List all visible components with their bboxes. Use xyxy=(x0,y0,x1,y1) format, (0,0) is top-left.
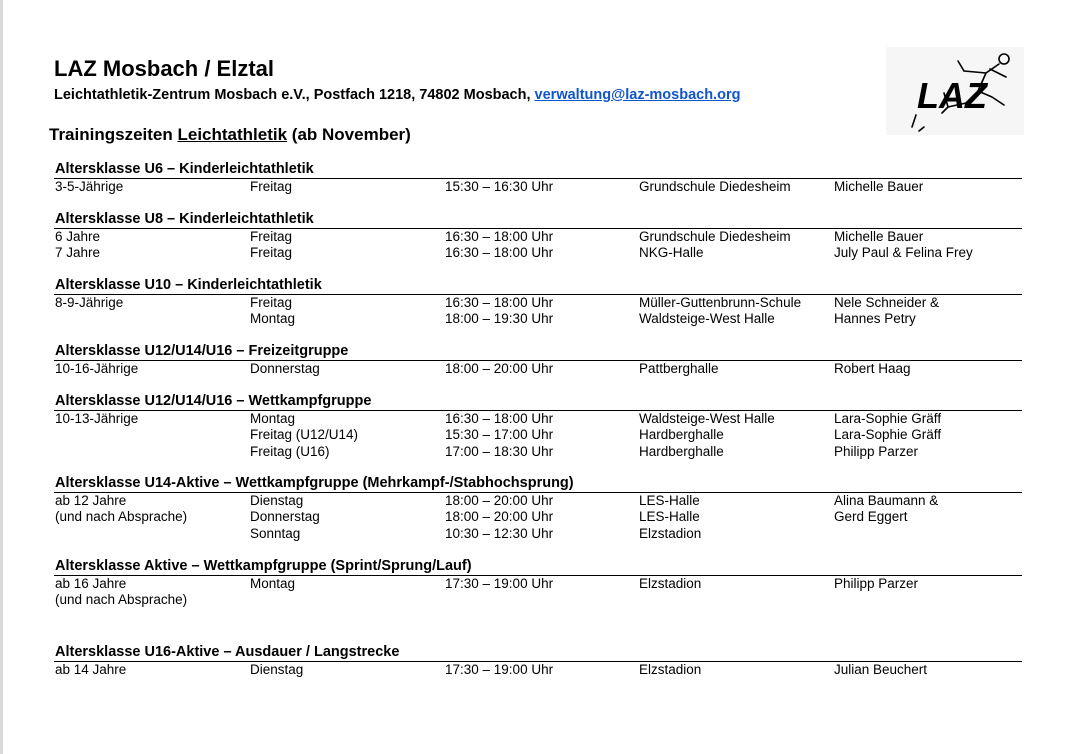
cell-trainer: Lara-Sophie Gräff xyxy=(834,411,942,426)
section-title: Altersklasse U16-Aktive – Ausdauer / Langstrecke xyxy=(54,643,1022,662)
cell-trainer: Alina Baumann & xyxy=(834,493,939,508)
subtitle-prefix: Trainingszeiten xyxy=(49,125,178,144)
cell-trainer: Hannes Petry xyxy=(834,311,916,327)
table-row xyxy=(54,361,1022,377)
cell-time: 16:30 – 18:00 Uhr xyxy=(445,411,554,426)
cell-age: ab 12 Jahre xyxy=(55,493,127,508)
cell-time: 17:30 – 19:00 Uhr xyxy=(445,662,554,677)
cell-location: Waldsteige-West Halle xyxy=(639,311,775,327)
table-row xyxy=(54,295,1022,311)
cell-day: Freitag xyxy=(250,179,293,194)
club-address xyxy=(54,87,740,103)
cell-trainer: Michelle Bauer xyxy=(834,179,924,194)
section-ausdauer xyxy=(54,643,1022,678)
section-title: Altersklasse U6 – Kinderleichtathletik xyxy=(54,160,1022,179)
cell-location: Elzstadion xyxy=(639,662,702,677)
table-row xyxy=(54,662,1022,678)
cell-day: Freitag (U12/U14) xyxy=(250,427,359,443)
cell-time: 15:30 – 17:00 Uhr xyxy=(445,427,554,443)
section-u14-aktive xyxy=(54,474,1022,542)
cell-age: (und nach Absprache) xyxy=(55,592,188,608)
runner-logo-icon xyxy=(886,47,1024,135)
table-row xyxy=(54,427,1022,443)
section-title: Altersklasse Aktive – Wettkampfgruppe (Sprint/Sprung/Lauf) xyxy=(54,557,1022,576)
cell-trainer: Julian Beuchert xyxy=(834,662,928,677)
section-u6 xyxy=(54,160,1022,195)
cell-time: 17:00 – 18:30 Uhr xyxy=(445,443,554,459)
cell-location: NKG-Halle xyxy=(639,245,704,261)
cell-time: 16:30 – 18:00 Uhr xyxy=(445,245,554,261)
section-u8 xyxy=(54,210,1022,262)
logo-text: LAZ xyxy=(917,75,987,116)
cell-age: (und nach Absprache) xyxy=(55,509,188,525)
cell-location: Hardberghalle xyxy=(639,427,724,443)
section-title: Altersklasse U8 – Kinderleichtathletik xyxy=(54,210,1022,229)
address-text: Leichtathletik-Zentrum Mosbach e.V., Postfach 1218, 74802 Mosbach, xyxy=(54,87,535,103)
cell-age: ab 14 Jahre xyxy=(55,662,127,677)
cell-day: Dienstag xyxy=(250,493,304,508)
cell-day: Freitag xyxy=(250,245,293,261)
cell-time: 18:00 – 20:00 Uhr xyxy=(445,493,554,508)
cell-location: LES-Halle xyxy=(639,493,700,508)
cell-location: Grundschule Diedesheim xyxy=(639,229,791,244)
table-row xyxy=(54,179,1022,195)
section-title: Altersklasse U12/U14/U16 – Freizeitgruppe xyxy=(54,342,1022,361)
table-row xyxy=(54,311,1022,327)
cell-day: Freitag xyxy=(250,229,293,244)
cell-day: Sonntag xyxy=(250,525,301,541)
section-freizeitgruppe xyxy=(54,342,1022,377)
table-row xyxy=(54,526,1022,542)
cell-location: Grundschule Diedesheim xyxy=(639,179,791,194)
cell-age: 7 Jahre xyxy=(55,245,101,261)
cell-age: ab 16 Jahre xyxy=(55,576,127,591)
cell-age: 10-13-Jährige xyxy=(55,411,139,426)
cell-day: Donnerstag xyxy=(250,509,320,525)
cell-day: Freitag (U16) xyxy=(250,443,330,459)
cell-location: Müller-Guttenbrunn-Schule xyxy=(639,295,802,310)
section-title: Altersklasse U14-Aktive – Wettkampfgruppe (Mehrkampf-/Stabhochsprung) xyxy=(54,474,1022,493)
cell-trainer: July Paul & Felina Frey xyxy=(834,245,973,261)
table-row xyxy=(54,229,1022,245)
cell-time: 17:30 – 19:00 Uhr xyxy=(445,576,554,591)
cell-time: 18:00 – 20:00 Uhr xyxy=(445,509,554,525)
cell-day: Freitag xyxy=(250,295,293,310)
table-row xyxy=(54,245,1022,261)
email-link[interactable]: verwaltung@laz-mosbach.org xyxy=(534,87,741,103)
cell-age: 3-5-Jährige xyxy=(55,179,124,194)
section-title: Altersklasse U10 – Kinderleichtathletik xyxy=(54,276,1022,295)
table-row xyxy=(54,411,1022,427)
page-title: LAZ Mosbach / Elztal xyxy=(54,56,275,81)
cell-location: Pattberghalle xyxy=(639,361,719,376)
cell-trainer: Gerd Eggert xyxy=(834,509,908,525)
table-row xyxy=(54,576,1022,592)
cell-day: Montag xyxy=(250,411,296,426)
cell-time: 18:00 – 19:30 Uhr xyxy=(445,311,554,327)
section-aktive xyxy=(54,557,1022,609)
cell-location: Elzstadion xyxy=(639,576,702,591)
cell-age: 10-16-Jährige xyxy=(55,361,139,376)
cell-day: Dienstag xyxy=(250,662,304,677)
subtitle-suffix: (ab November) xyxy=(287,125,411,144)
cell-trainer: Lara-Sophie Gräff xyxy=(834,427,942,443)
cell-location: LES-Halle xyxy=(639,509,700,525)
section-wettkampfgruppe xyxy=(54,392,1022,460)
cell-time: 15:30 – 16:30 Uhr xyxy=(445,179,554,194)
cell-trainer: Nele Schneider & xyxy=(834,295,940,310)
cell-day: Montag xyxy=(250,311,296,327)
cell-trainer: Philipp Parzer xyxy=(834,443,919,459)
cell-location: Elzstadion xyxy=(639,525,702,541)
table-row xyxy=(54,509,1022,525)
cell-age: 6 Jahre xyxy=(55,229,101,244)
cell-age: 8-9-Jährige xyxy=(55,295,124,310)
cell-time: 16:30 – 18:00 Uhr xyxy=(445,229,554,244)
page-left-edge xyxy=(0,0,3,754)
section-title: Altersklasse U12/U14/U16 – Wettkampfgruppe xyxy=(54,392,1022,411)
table-row xyxy=(54,592,1022,608)
document-subtitle xyxy=(49,125,411,145)
cell-trainer: Robert Haag xyxy=(834,361,911,376)
cell-trainer: Michelle Bauer xyxy=(834,229,924,244)
section-u10 xyxy=(54,276,1022,328)
cell-time: 16:30 – 18:00 Uhr xyxy=(445,295,554,310)
subtitle-underlined: Leichtathletik xyxy=(177,125,288,144)
cell-day: Donnerstag xyxy=(250,361,320,376)
cell-time: 18:00 – 20:00 Uhr xyxy=(445,361,554,376)
cell-location: Waldsteige-West Halle xyxy=(639,411,775,426)
table-row xyxy=(54,493,1022,509)
cell-location: Hardberghalle xyxy=(639,443,724,459)
cell-day: Montag xyxy=(250,576,296,591)
cell-time: 10:30 – 12:30 Uhr xyxy=(445,525,554,541)
cell-trainer: Philipp Parzer xyxy=(834,576,919,591)
table-row xyxy=(54,444,1022,460)
